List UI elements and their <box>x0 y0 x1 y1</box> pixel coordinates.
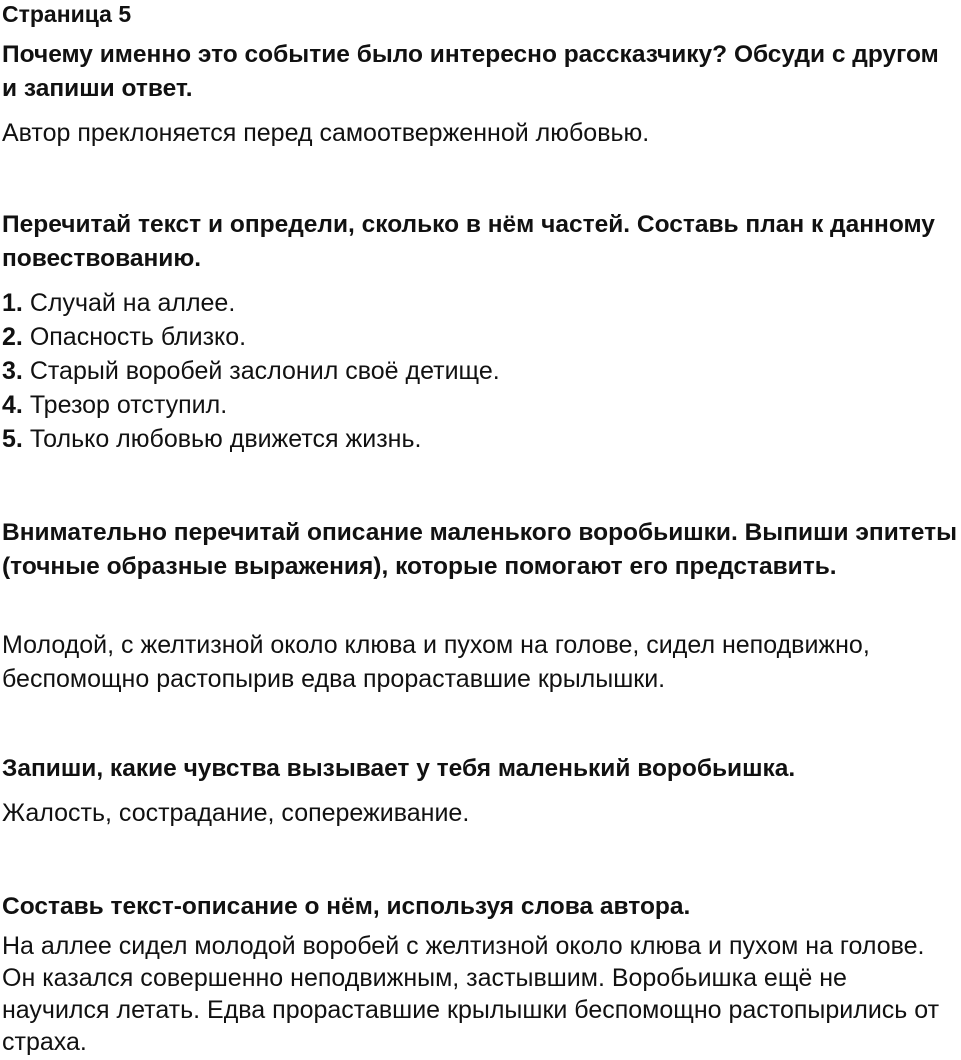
plan-item <box>2 422 500 456</box>
answer-1: Автор преклоняется перед самоотверженной любовью. <box>2 119 650 147</box>
question-1: Почему именно это событие было интересно рассказчику? Обсуди с другом и запиши ответ. <box>2 41 939 102</box>
question-4: Запиши, какие чувства вызывает у тебя маленький воробьишка. <box>2 755 796 782</box>
question-2: Перечитай текст и определи, сколько в нём частей. Составь план к данному повествованию. <box>2 211 935 272</box>
plan-item-number: 1. <box>2 289 23 317</box>
question-5: Составь текст-описание о нём, используя слова автора. <box>2 893 691 920</box>
plan-item-number: 3. <box>2 357 23 385</box>
plan-item <box>2 320 500 354</box>
plan-list <box>2 286 500 456</box>
plan-item-text: Случай на аллее. <box>29 289 236 317</box>
answer-3: Молодой, с желтизной около клюва и пухом на голове, сидел неподвижно, беспомощно растопырив едва прораставшие крылышки. <box>2 631 870 693</box>
plan-item-text: Старый воробей заслонил своё детище. <box>29 357 500 385</box>
answer-4: Жалость, сострадание, сопереживание. <box>2 799 470 827</box>
plan-item-number: 2. <box>2 323 23 351</box>
plan-item <box>2 354 500 388</box>
plan-item-number: 5. <box>2 425 23 453</box>
page-title: Страница 5 <box>2 1 132 27</box>
plan-item <box>2 388 500 422</box>
plan-item-text: Трезор отступил. <box>29 391 228 419</box>
plan-item-text: Только любовью движется жизнь. <box>29 425 422 453</box>
question-3: Внимательно перечитай описание маленького воробьишки. Выпиши эпитеты (точные образные выражения), которые помогают его представить. <box>2 519 957 580</box>
answer-5: На аллее сидел молодой воробей с желтизной около клюва и пухом на голове. Он казался совершенно неподвижным, застывшим. Воробьишка ещё не научился летать. Едва прораставшие крылышки беспомощно растопырились от страха. <box>2 932 940 1056</box>
page <box>2 0 957 1056</box>
plan-item-text: Опасность близко. <box>29 323 247 351</box>
plan-item <box>2 286 500 320</box>
plan-item-number: 4. <box>2 391 23 419</box>
